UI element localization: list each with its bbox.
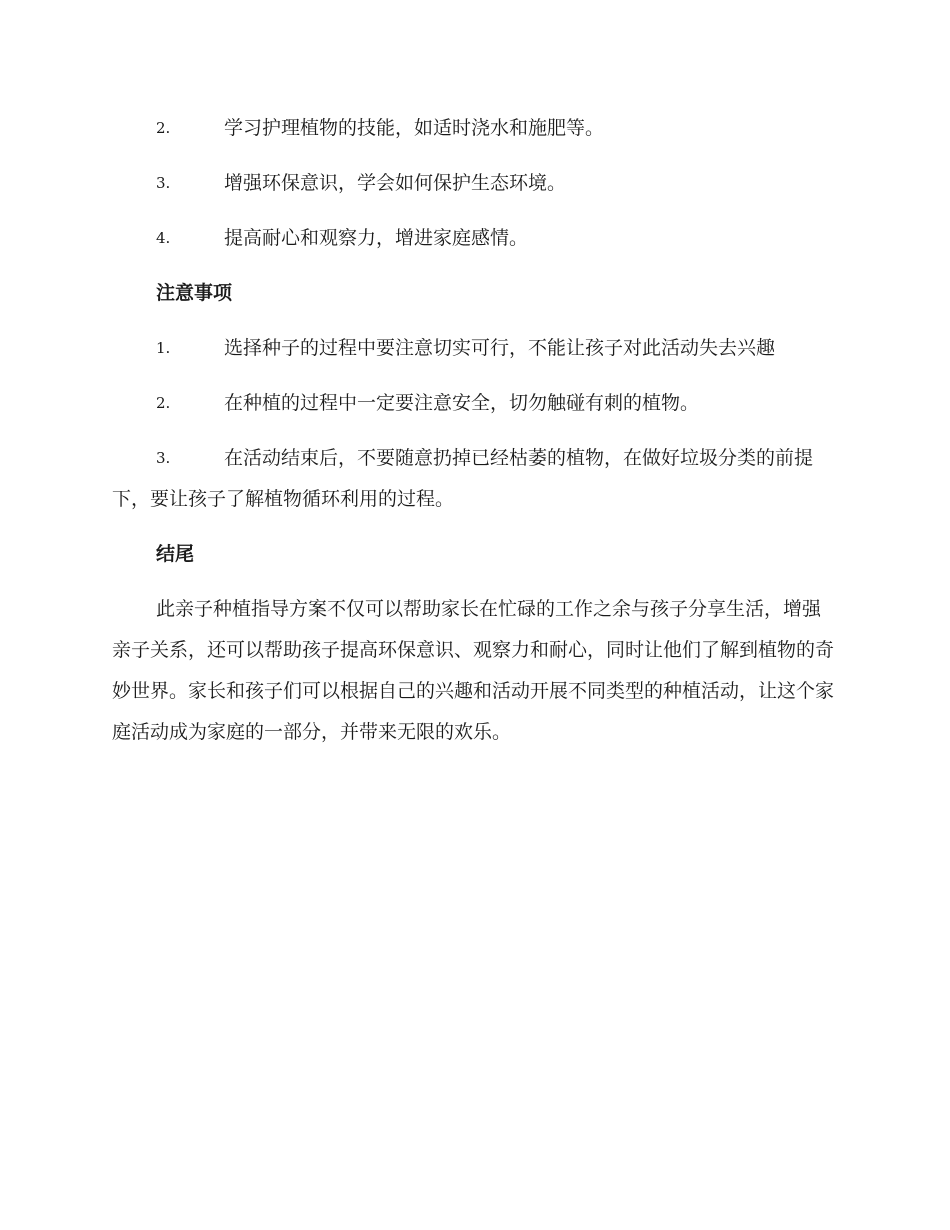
document-content [112, 108, 836, 753]
list-item-text: 在活动结束后，不要随意扔掉已经枯萎的植物，在做好垃圾分类的前提下，要让孩子了解植物循环利用的过程。 [112, 447, 814, 510]
ending-paragraph: 此亲子种植指导方案不仅可以帮助家长在忙碌的工作之余与孩子分享生活，增强亲子关系，还可以帮助孩子提高环保意识、观察力和耐心，同时让他们了解到植物的奇妙世界。家长和孩子们可以根据自己的兴趣和活动开展不同类型的种植活动，让这个家庭活动成为家庭的一部分，并带来无限的欢乐。 [112, 598, 835, 743]
list-item [112, 163, 836, 204]
list-item-text: 增强环保意识，学会如何保护生态环境。 [224, 172, 567, 194]
section-heading-notes: 注意事项 [156, 282, 233, 304]
list-item [112, 328, 836, 369]
list-item-text: 学习护理植物的技能，如适时浇水和施肥等。 [224, 117, 605, 139]
list-item-number: 1. [156, 339, 171, 357]
list-item [112, 438, 836, 520]
list-item-number: 2. [156, 394, 171, 412]
list-item [112, 218, 836, 259]
list-item-number: 2. [156, 119, 171, 137]
list-item-text: 在种植的过程中一定要注意安全，切勿触碰有刺的植物。 [224, 392, 700, 414]
list-item-text: 选择种子的过程中要注意切实可行，不能让孩子对此活动失去兴趣 [224, 337, 776, 359]
list-item [112, 383, 836, 424]
list-item-number: 4. [156, 229, 171, 247]
list-item-number: 3. [156, 174, 171, 192]
list-item [112, 108, 836, 149]
list-item-number: 3. [156, 449, 171, 467]
list-item-text: 提高耐心和观察力，增进家庭感情。 [224, 227, 529, 249]
section-heading-ending: 结尾 [156, 543, 195, 565]
